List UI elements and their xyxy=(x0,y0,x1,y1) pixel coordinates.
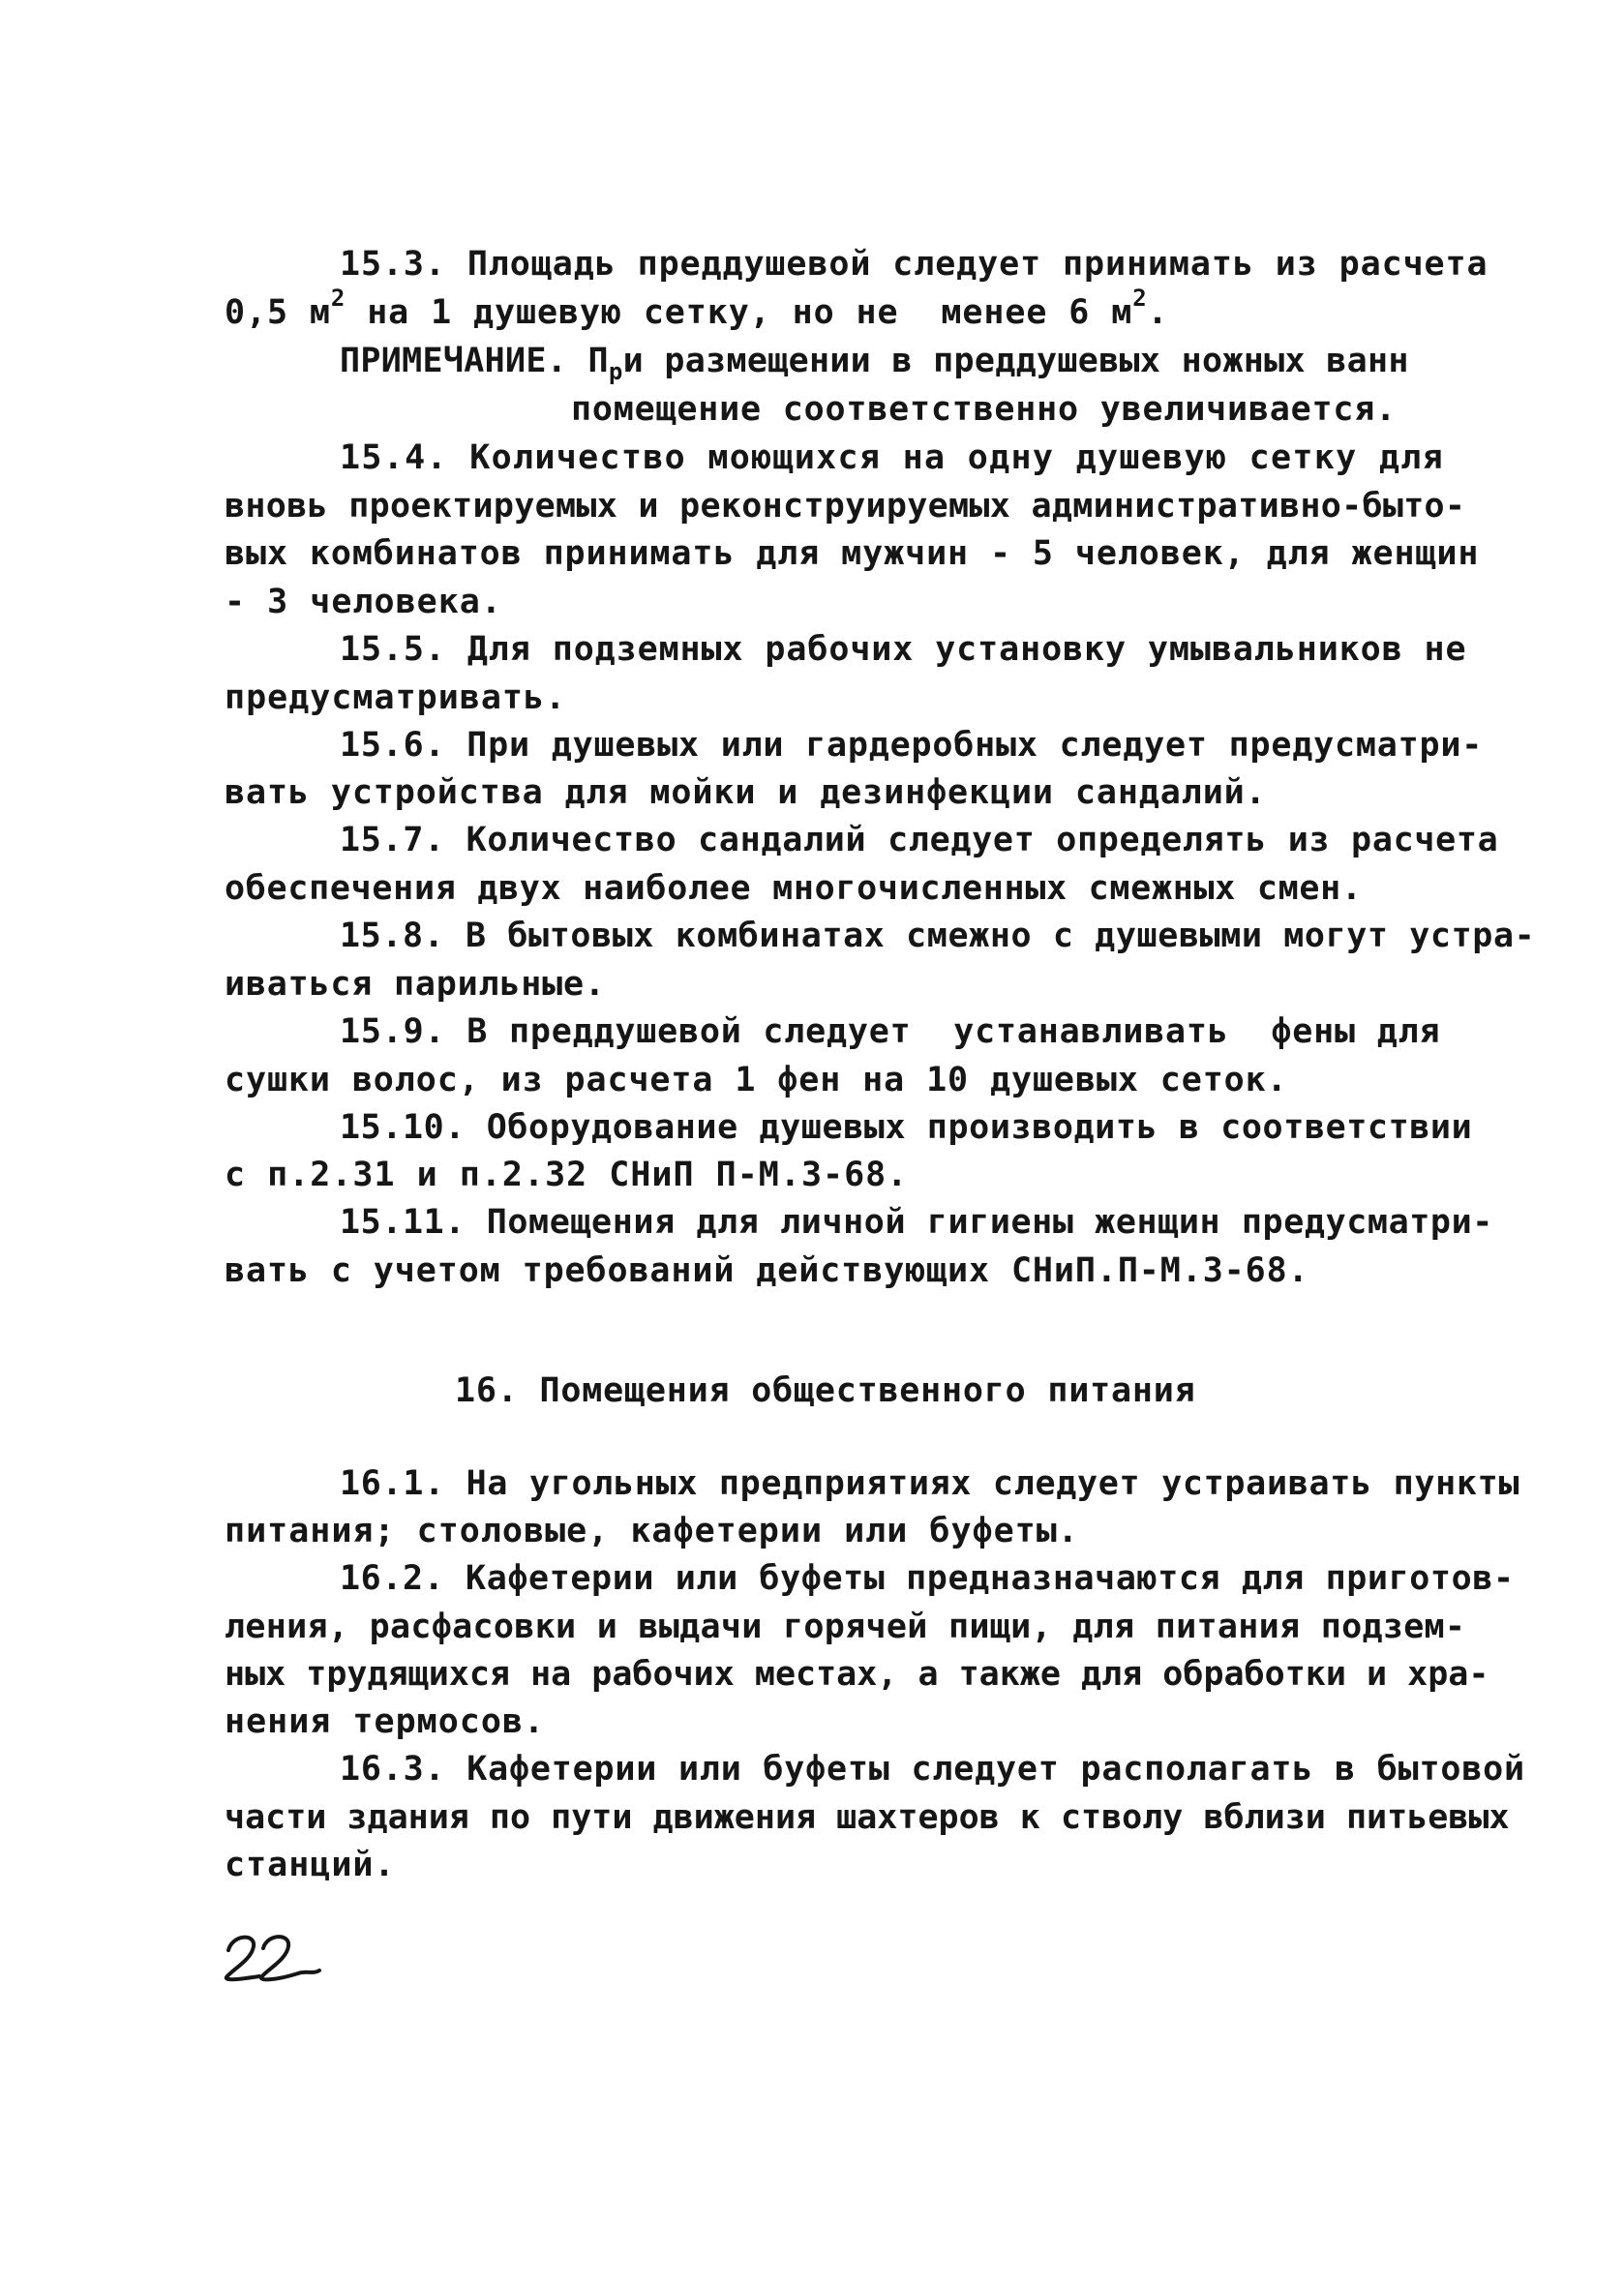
para-15-11-line-2: вать с учетом требований действующих СНиП.П-М.3-68. xyxy=(225,1251,1309,1290)
para-15-11-line-1: 15.11. Помещения для личной гигиены женщин предусматри- xyxy=(340,1203,1493,1242)
para-15-6-line-2: вать устройства для мойки и дезинфекции сандалий. xyxy=(225,773,1267,812)
para-15-8-line-2: иваться парильные. xyxy=(225,965,606,1004)
text-fragment: на 1 душевую сетку, но не менее 6 м xyxy=(346,293,1133,332)
para-15-10-line-1: 15.10. Оборудование душевых производить в соответствии xyxy=(340,1108,1473,1147)
para-15-4-line-4: - 3 человека. xyxy=(225,583,502,621)
para-15-9-line-2: сушки волос, из расчета 1 фен на 10 душевых сеток. xyxy=(225,1061,1288,1099)
para-15-9-line-1: 15.9. В преддушевой следует устанавливать фены для xyxy=(340,1012,1441,1051)
para-15-8-line-1: 15.8. В бытовых комбинатах смежно с душевыми могут устра- xyxy=(340,917,1536,955)
section-16-heading: 16. Помещения общественного питания xyxy=(455,1371,1196,1410)
para-15-5-line-2: предусматривать. xyxy=(225,678,567,717)
para-16-2-line-3: ных трудящихся на рабочих местах, а также для обработки и хра- xyxy=(225,1655,1489,1694)
para-16-1-line-2: питания; столовые, кафетерии или буфеты. xyxy=(225,1512,1079,1550)
para-15-10-line-2: с п.2.31 и п.2.32 СНиП П-М.3-68. xyxy=(225,1156,909,1194)
para-16-2-line-1: 16.2. Кафетерии или буфеты предназначаются для приготов- xyxy=(340,1559,1515,1598)
para-16-1-line-1: 16.1. На угольных предприятиях следует устраивать пункты xyxy=(340,1464,1520,1503)
para-15-6-line-1: 15.6. При душевых или гардеробных следует предусматри- xyxy=(340,726,1484,765)
text-fragment: и размещении в преддушевых ножных ванн xyxy=(622,342,1409,380)
text-fragment: ПРИМЕЧАНИЕ. П xyxy=(340,342,609,380)
text-fragment: 0,5 м xyxy=(225,293,331,332)
para-15-4-line-2: вновь проектируемых и реконструируемых административно-быто- xyxy=(225,487,1466,526)
para-16-3-line-1: 16.3. Кафетерии или буфеты следует располагать в бытовой xyxy=(340,1750,1525,1789)
para-16-2-line-2: ления, расфасовки и выдачи горячей пищи, для питания подзем- xyxy=(225,1608,1466,1646)
superscript: 2 xyxy=(330,285,346,312)
para-16-3-line-2: части здания по пути движения шахтеров к стволу вблизи питьевых xyxy=(225,1798,1510,1837)
para-15-7-line-1: 15.7. Количество сандалий следует определять из расчета xyxy=(340,821,1499,859)
para-16-3-line-3: станций. xyxy=(225,1846,396,1884)
para-15-3-line-2 xyxy=(225,285,1169,337)
para-15-3-line-1: 15.3. Площадь преддушевой следует принимать из расчета xyxy=(340,245,1489,284)
para-15-7-line-2: обеспечения двух наиболее многочисленных смежных смен. xyxy=(225,869,1363,908)
para-15-5-line-1: 15.5. Для подземных рабочих установку умывальников не xyxy=(340,630,1467,669)
superscript: 2 xyxy=(1132,285,1148,312)
note-line-2: помещение соответственно увеличивается. xyxy=(571,390,1397,429)
handwritten-page-number xyxy=(221,1921,327,1989)
subscript: р xyxy=(608,358,623,385)
text-fragment: . xyxy=(1147,293,1169,332)
para-16-2-line-4: нения термосов. xyxy=(225,1702,546,1741)
para-15-4-line-1: 15.4. Количество моющихся на одну душевую сетку для xyxy=(340,438,1444,477)
para-15-4-line-3: вых комбинатов принимать для мужчин - 5 человек, для женщин xyxy=(225,534,1480,573)
note-line-1 xyxy=(340,337,1409,385)
